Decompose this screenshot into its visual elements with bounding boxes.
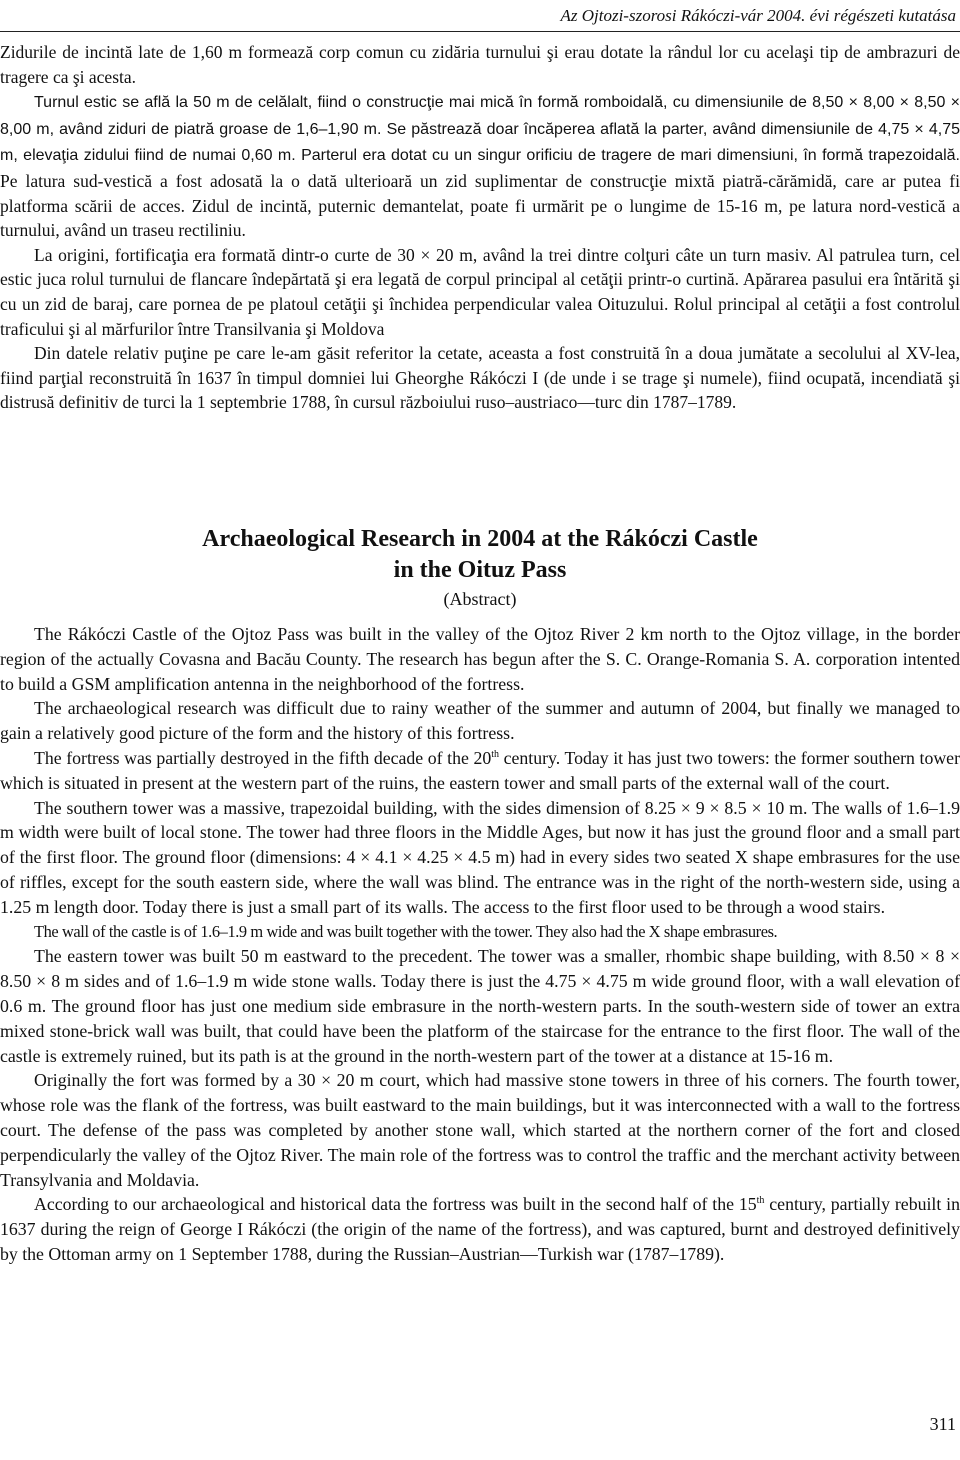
paragraph: Din datele relativ puţine pe care le-am găsit referitor la cetate, aceasta a fost construită în a doua jumătate a secolului al XV-lea, fiind parţial reconstruită în 1637 în timpul domniei lui Gheorghe Rákóczi I (de unde i se trage şi numele), fiind ocupată, incendiată şi distrusă definitiv de turci la 1 septembrie 1788, în cursul războiului ruso–austriaco—turc din 1787–1789. — [0, 343, 960, 413]
paragraph: La origini, fortificaţia era formată dintr-o curte de 30 × 20 m, având la trei dintre colţuri câte un turn masiv. Al patrulea turn, cel estic juca rolul turnului de flancare îndepărtată şi era legată de corpul principal al cetăţii printr-o curtină. Apărarea pasului era întărită şi cu un zid de baraj, care pornea de pe platoul cetăţii şi închidea perpendicular valea Oituzului. Rolul principal al cetăţii a fost controlul traficului şi al mărfurilor între Transilvania şi Moldova — [0, 244, 960, 339]
superscript: th — [491, 748, 500, 760]
text-run: century. Today it has just two towers: the former southern tower which is situated in present at the western part of the ruins, the eastern tower and small parts of the external wall of the court. — [0, 747, 960, 793]
text-run: The fortress was partially destroyed in the fifth decade of the 20 — [34, 747, 492, 768]
paragraph: The Rákóczi Castle of the Ojtoz Pass was built in the valley of the Ojtoz River 2 km north to the Ojtoz village, in the border region of the actually Covasna and Bacău County. The research has begun after the S. C. Orange-Romania S. A. corporation intented to build a GSM amplification antenna in the neighborhood of the fortress. — [0, 624, 960, 694]
paragraph — [0, 746, 960, 796]
paragraph: Originally the fort was formed by a 30 × 20 m court, which had massive stone towers in three of his corners. The fourth tower, whose role was the flank of the fortress, was built eastward to the main buildings, but it was interconnected with a wall to the fortress court. The defense of the pass was completed by another stone wall, which started at the northern corner of the fort and closed perpendicularly the valley of the Ojtoz River. The main role of the fortress was to control the traffic and the merchant activity between Transylvania and Moldavia. — [0, 1070, 960, 1190]
abstract-label: (Abstract) — [443, 589, 517, 609]
header-rule — [0, 31, 960, 32]
romanian-text — [0, 40, 960, 415]
paragraph — [0, 89, 960, 243]
sans-text-run: Turnul estic se află la 50 m de celălalt, fiind o construcţie mai mică în formă romboidală, cu dimensiunile de 8,50 × 8,00 × 8,50 × 8,00 m, având ziduri de piatră groase de 1,6–1,90 m. Se păstrează doar încăperea aflată la parter, având dimensiunile de 4,75 × 4,75 m, elevaţia zidului fiind de numai 0,60 m. Parterul era dotat cu un singur orificiu de tragere de mari dimensiuni, în formă trapezoidală. — [0, 94, 960, 165]
paragraph: Zidurile de incintă late de 1,60 m formează corp comun cu zidăria turnului şi erau dotate la rândul lor cu acelaşi tip de ambrazuri de tragere ca şi acesta. — [0, 42, 960, 87]
page-number: 311 — [929, 1414, 956, 1434]
abstract-title-line-2: in the Oituz Pass — [393, 557, 567, 583]
text-run: According to our archaeological and historical data the fortress was built in the second half of the 15 — [34, 1194, 757, 1215]
text-run: Pe latura sud-vestică a fost adosată la o dată ulterioară un zid suplimentar de construcţie mixtă piatră-cărămidă, care ar putea fi platforma scării de acces. Zidul de incintă, puternic demantelat, poate fi urmărit pe o lungime de 15-16 m, pe latura nord-vestică a turnului, având un traseu rectiliniu. — [0, 170, 960, 241]
paragraph: The eastern tower was built 50 m eastward to the precedent. The tower was a smaller, rhombic shape building, with 8.50 × 8 × 8.50 × 8 m sides and of 1.6–1.9 m wide stone walls. Today there is just the 4.75 × 4.75 m wide ground floor, with a wall elevation of 0.6 m. The ground floor has just one medium side embrasure in the north-western parts. In the south-western side of tower an extra mixed stone-brick wall was built, that could have been the platform of the staircase for the entrance to the first floor. The wall of the castle is extremely ruined, but its path is at the ground in the north-western part of the tower at a distance at 15-16 m. — [0, 946, 960, 1066]
running-header: Az Ojtozi-szorosi Rákóczi-vár 2004. évi régészeti kutatása — [560, 6, 956, 25]
abstract-text — [0, 622, 960, 1267]
text-run: century, partially rebuilt in 1637 during the reign of George I Rákóczi (the origin of the name of the fortress), and was captured, burnt and destroyed definitively by the Ottoman army on 1 September 1788, during the Russian–Austrian—Turkish war (1787–1789). — [0, 1194, 960, 1264]
paragraph: The southern tower was a massive, trapezoidal building, with the sides dimension of 8.25 × 9 × 8.5 × 10 m. The walls of 1.6–1.9 m width were built of local stone. The tower had three floors in the Middle Ages, but now it has just the ground floor and a small part of the first floor. The ground floor (dimensions: 4 × 4.1 × 4.25 × 4.5 m) had in every sides two seated X shape embrasures for the use of riffles, except for the south eastern side, where the wall was blind. The entrance was in the right of the north-western side, using a 1.25 m length door. Today there is just a small part of its walls. The access to the first floor used to be through a wood stairs. — [0, 797, 960, 917]
abstract-heading — [0, 524, 960, 610]
paragraph — [0, 1192, 960, 1266]
paragraph: The archaeological research was difficult due to rainy weather of the summer and autumn of 2004, but finally we managed to gain a relatively good picture of the form and the history of this fortress. — [0, 698, 960, 744]
paragraph: The wall of the castle is of 1.6–1.9 m wide and was built together with the tower. They also had the X shape embrasures. — [34, 921, 778, 941]
superscript: th — [756, 1195, 765, 1207]
abstract-title-line-1: Archaeological Research in 2004 at the Rákóczi Castle — [202, 526, 758, 552]
